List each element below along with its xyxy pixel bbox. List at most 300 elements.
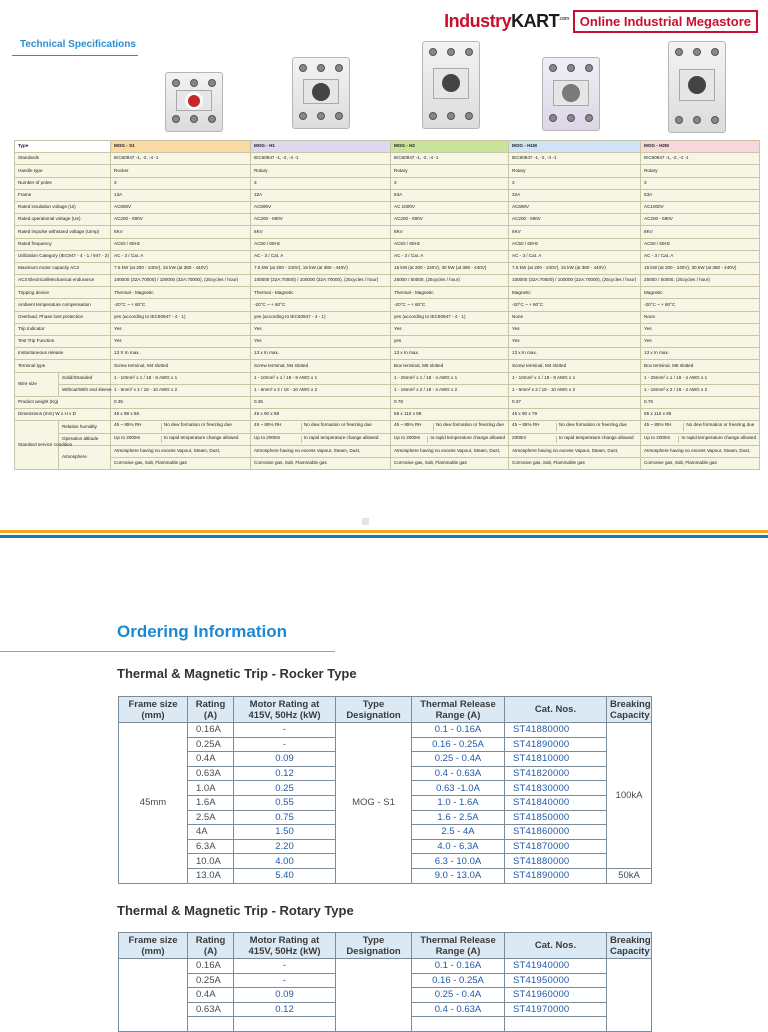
spec-value: 13 x In max. (251, 348, 391, 360)
spec-value: 0.78 (391, 396, 509, 408)
spec-row-wire (15, 372, 760, 384)
spec-row (15, 214, 760, 226)
technical-specifications-title: Technical Specifications (20, 39, 136, 50)
spec-value: Atmosphere having no excess Vapour, Steam, Dust, (509, 445, 641, 457)
spec-value: 7.5 kW (at 200 - 240V), 15 kW (at 380 - 440V) (509, 262, 641, 274)
spec-row (15, 201, 760, 213)
spec-value: Yes (251, 336, 391, 348)
spec-value: 13 x In max. (641, 348, 760, 360)
blue-divider (0, 535, 768, 538)
spec-value: AC200 - 690V (251, 214, 391, 226)
spec-label: Product weight (Kg) (15, 396, 111, 408)
spec-value: 3 (509, 177, 641, 189)
cat-no-cell: ST41820000 (505, 766, 607, 781)
spec-value: Corrosive gas, Salt, Flammable gas (641, 457, 760, 469)
spec-value: AC200 - 690V (509, 214, 641, 226)
spec-sublabel: Atmosphere (59, 445, 111, 469)
motor-rating-cell: - (234, 959, 336, 974)
spec-value: Yes (111, 323, 251, 335)
spec-value-split (111, 433, 251, 445)
spec-value: 32A (509, 189, 641, 201)
service-value-a: 45 ~ 85% RH (394, 423, 434, 430)
spec-value: Screw terminal, M4 slotted (111, 360, 251, 372)
spec-value: 100000 (32A:70000) / 100000 (32A:70000), (25cycles / hour) (509, 275, 641, 287)
page-marker (362, 518, 369, 525)
motor-rating-cell: - (234, 737, 336, 752)
spec-value: 1 - 6mm² x 2 / 18 - 10 AWG x 2 (251, 384, 391, 396)
spec-value: yes (according to IEC60947 - 4 - 1) (251, 311, 391, 323)
spec-label: Terminal type (15, 360, 111, 372)
col-breaking-capacity: Breaking Capacity (607, 933, 652, 959)
rating-cell: 0.25A (188, 973, 234, 988)
cat-no-cell: ST41950000 (505, 973, 607, 988)
spec-value: 55 x 110 x 96 (641, 409, 760, 421)
spec-value: 1 - 10mm² x 1 / 18 - 8 AWG x 1 (251, 372, 391, 384)
spec-value: Rotary (391, 165, 509, 177)
spec-value: Yes (509, 336, 641, 348)
cat-no-cell: ST41940000 (505, 959, 607, 974)
spec-value: Magnetic (641, 287, 760, 299)
spec-label-service: Standard service condition (15, 421, 59, 470)
motor-rating-cell: 0.09 (234, 752, 336, 767)
spec-header-mog-h2m: MOG - H2M (641, 141, 760, 153)
col-thermal-range: Thermal Release Range (A) (412, 697, 505, 723)
spec-value: 1 - 25mm² x 1 / 18 - 4 AWG x 1 (391, 372, 509, 384)
spec-row (15, 153, 760, 165)
spec-value: 13 x In max. (391, 348, 509, 360)
spec-value: Rotary (641, 165, 760, 177)
thermal-range-cell: 9.0 - 13.0A (412, 868, 505, 883)
spec-value: AC - 3 / Cat. A (641, 250, 760, 262)
spec-label: Frame (15, 189, 111, 201)
rating-cell: 0.63A (188, 766, 234, 781)
spec-value: 1 - 16mm² x 2 / 18 - 4 AWG x 2 (391, 384, 509, 396)
rating-cell: 0.16A (188, 723, 234, 738)
spec-row (15, 311, 760, 323)
spec-value: Screw terminal, M4 slotted (251, 360, 391, 372)
rating-cell: 4A (188, 825, 234, 840)
table-row (119, 959, 652, 974)
spec-value: AC50 / 60Hz (111, 238, 251, 250)
thermal-range-cell: 0.16 - 0.25A (412, 737, 505, 752)
spec-value-split (641, 421, 760, 433)
spec-row (15, 238, 760, 250)
spec-value: 100000 (32A:70000) / 100000 (32A:70000), (25cycles / hour) (111, 275, 251, 287)
spec-value: AC 1000V (391, 201, 509, 213)
cat-no-cell: ST41850000 (505, 810, 607, 825)
spec-row (15, 360, 760, 372)
spec-value: 3 (251, 177, 391, 189)
service-value-a: 45 ~ 85% RH (644, 423, 684, 430)
breaking-capacity-cell: 50kA (607, 868, 652, 883)
spec-value: 25000 / 50000, (25cycles / hour) (641, 275, 760, 287)
rating-cell: 6.3A (188, 839, 234, 854)
spec-header-type: Type (15, 141, 111, 153)
spec-row (15, 287, 760, 299)
spec-row (15, 299, 760, 311)
spec-value: IEC60947 -1, -2, -4 -1 (641, 153, 760, 165)
rating-cell: 0.63A (188, 1002, 234, 1017)
spec-sublabel: Operation altitude (59, 433, 111, 445)
spec-value: IEC60947 -1, -2, -4 -1 (111, 153, 251, 165)
spec-row (15, 323, 760, 335)
spec-value-split (641, 433, 760, 445)
spec-label: Ambient temperature compensation (15, 299, 111, 311)
rocker-header-row (119, 697, 652, 723)
spec-label: Dimensions (mm) W x H x D (15, 409, 111, 421)
col-motor-rating: Motor Rating at 415V, 50Hz (kW) (234, 697, 336, 723)
spec-label: Test Trip Function (15, 336, 111, 348)
spec-label: Tripping device (15, 287, 111, 299)
brand-banner[interactable] (444, 10, 758, 33)
col-type-designation: Type Designation (336, 697, 412, 723)
spec-value: 63A (641, 189, 760, 201)
spec-value: Box terminal, M6 slotted (391, 360, 509, 372)
ordering-title-rule (0, 651, 335, 652)
spec-value: Atmosphere having no excess Vapour, Steam, Dust, (111, 445, 251, 457)
spec-value-split (509, 433, 641, 445)
spec-value: AC200 - 690V (641, 214, 760, 226)
spec-value: 0.35 (251, 396, 391, 408)
type-designation-cell (336, 959, 412, 1032)
spec-value: Atmosphere having no excess Vapour, Steam, Dust, (391, 445, 509, 457)
spec-value: 6KV (111, 226, 251, 238)
spec-value: 7.5 kW (at 200 - 240V), 15 kW (at 380 - 440V) (251, 262, 391, 274)
spec-row (15, 348, 760, 360)
spec-row (15, 165, 760, 177)
thermal-range-cell: 0.1 - 0.16A (412, 723, 505, 738)
spec-value: AC200 - 690V (391, 214, 509, 226)
spec-value-split (251, 421, 391, 433)
spec-label: Rated operational voltage (Ue) (15, 214, 111, 226)
brand-logo (444, 11, 569, 32)
spec-value: 100000 (32A:70000) / 100000 (32A:70000), (25cycles / hour) (251, 275, 391, 287)
spec-value: 25000 / 50000, (25cycles / hour) (391, 275, 509, 287)
spec-value: yes (according to IEC60947 - 4 - 1) (111, 311, 251, 323)
spec-row (15, 250, 760, 262)
spec-value: 13A (111, 189, 251, 201)
spec-value: yes (according to IEC60947 - 4 - 1) (391, 311, 509, 323)
thermal-range-cell: 0.25 - 0.4A (412, 988, 505, 1003)
spec-value: 45 x 90 x 79 (509, 409, 641, 421)
spec-value: AC - 3 / Cat. A (251, 250, 391, 262)
spec-value: Rocker (111, 165, 251, 177)
spec-label: Handle type (15, 165, 111, 177)
motor-rating-cell: 0.09 (234, 988, 336, 1003)
spec-value: Yes (251, 323, 391, 335)
spec-value: Corrosive gas, Salt, Flammable gas (251, 457, 391, 469)
spec-value: AC690V (509, 201, 641, 213)
service-value-a: 45 ~ 85% RH (512, 423, 557, 430)
cat-no-cell: ST41970000 (505, 1002, 607, 1017)
spec-value: Magnetic (509, 287, 641, 299)
spec-row (15, 189, 760, 201)
spec-label: Utilization Category (IEC947 - 4 - 1 / 947 - 2) (15, 250, 111, 262)
cat-no-cell: ST41840000 (505, 795, 607, 810)
col-frame-size: Frame size (mm) (119, 697, 188, 723)
service-value-a: Up to 2000m (394, 436, 428, 443)
motor-rating-cell (234, 1017, 336, 1032)
spec-value: Corrosive gas, Salt, Flammable gas (509, 457, 641, 469)
spec-value: 1 - 6mm² x 2 / 18 - 10 AWG x 2 (111, 384, 251, 396)
rotary-type-table (118, 932, 652, 1032)
spec-value: 8KV (641, 226, 760, 238)
motor-rating-cell: 4.00 (234, 854, 336, 869)
service-value-b: to rapid temperature change allowed (681, 434, 757, 440)
orange-divider (0, 530, 768, 533)
spec-value: Thermal - Magnetic (391, 287, 509, 299)
spec-value: AC - 3 / Cat. A (391, 250, 509, 262)
spec-value: Atmosphere having no excess Vapour, Steam, Dust, (641, 445, 760, 457)
spec-value: 45 x 98 x 66 (111, 409, 251, 421)
product-image-mog-h2 (422, 41, 480, 129)
spec-value: AC - 3 / Cat. A (111, 250, 251, 262)
rating-cell: 2.5A (188, 810, 234, 825)
service-value-a: 2000m (512, 436, 557, 443)
spec-value: 1 - 10mm² x 1 / 18 - 8 AWG x 1 (111, 372, 251, 384)
service-value-b: No dew formation or freezing due (559, 422, 627, 428)
spec-value: -20°C ~ + 60°C (391, 299, 509, 311)
spec-value: 63A (391, 189, 509, 201)
spec-value: 55 x 110 x 98 (391, 409, 509, 421)
spec-row (15, 336, 760, 348)
product-image-mog-h1 (292, 57, 350, 129)
spec-value: 13 X In max. (111, 348, 251, 360)
thermal-range-cell: 0.4 - 0.63A (412, 766, 505, 781)
rating-cell: 1.0A (188, 781, 234, 796)
col-rating: Rating (A) (188, 697, 234, 723)
service-value-b: to rapid temperature change allowed (163, 434, 239, 440)
col-type-designation: Type Designation (336, 933, 412, 959)
spec-sublabel: Without/With end sleeve (59, 384, 111, 396)
product-image-mog-h2m (668, 41, 726, 133)
spec-header-row (15, 141, 760, 153)
logo-suffix: .com (559, 16, 569, 22)
spec-value: -20°C ~ + 60°C (509, 299, 641, 311)
col-cat-nos: Cat. Nos. (505, 697, 607, 723)
service-value-a: Up to 2000m (644, 436, 679, 443)
spec-value: Rotary (251, 165, 391, 177)
thermal-range-cell: 0.25 - 0.4A (412, 752, 505, 767)
thermal-range-cell: 1.6 - 2.5A (412, 810, 505, 825)
motor-rating-cell: 0.12 (234, 1002, 336, 1017)
thermal-range-cell: 2.5 - 4A (412, 825, 505, 840)
spec-value: None (509, 311, 641, 323)
spec-value: AC1000V (641, 201, 760, 213)
spec-value: -20°C ~ + 60°C (111, 299, 251, 311)
rating-cell: 0.16A (188, 959, 234, 974)
spec-row (15, 262, 760, 274)
spec-row (15, 275, 760, 287)
spec-label: Rated impulse withstand voltage (Uimp) (15, 226, 111, 238)
spec-value: 3 (111, 177, 251, 189)
spec-value: 15 kW (at 200 - 240V), 30 kW (at 380 - 440V) (391, 262, 509, 274)
product-image-mog-h1m (542, 57, 600, 131)
spec-value: Rotary (509, 165, 641, 177)
spec-value: 6KV (251, 226, 391, 238)
spec-value: AC50 / 60Hz (391, 238, 509, 250)
spec-value-split (251, 433, 391, 445)
spec-row-service (15, 421, 760, 433)
col-motor-rating: Motor Rating at 415V, 50Hz (kW) (234, 933, 336, 959)
service-value-a: Up to 2000m (254, 436, 302, 443)
spec-value: 3 (641, 177, 760, 189)
spec-row-atmosphere (15, 457, 760, 469)
spec-value: 6KV (509, 226, 641, 238)
spec-value: Yes (391, 323, 509, 335)
spec-label: Trip Indicator (15, 323, 111, 335)
service-value-b: to rapid temperature change allowed (430, 434, 506, 440)
cat-no-cell: ST41890000 (505, 868, 607, 883)
col-breaking-capacity: Breaking Capacity (607, 697, 652, 723)
spec-value: 0.76 (641, 396, 760, 408)
breaking-capacity-cell: 100kA (607, 723, 652, 869)
col-cat-nos: Cat. Nos. (505, 933, 607, 959)
motor-rating-cell: - (234, 973, 336, 988)
spec-label: Rated insulation voltage (Ui) (15, 201, 111, 213)
spec-value: AC200 - 690V (111, 214, 251, 226)
thermal-range-cell: 0.63 -1.0A (412, 781, 505, 796)
motor-rating-cell: 0.12 (234, 766, 336, 781)
cat-no-cell: ST41880000 (505, 723, 607, 738)
spec-value: AC50 / 60Hz (641, 238, 760, 250)
spec-value: 3 (391, 177, 509, 189)
frame-size-cell: 45mm (119, 723, 188, 884)
spec-value: -20°C ~ + 60°C (251, 299, 391, 311)
rating-cell: 10.0A (188, 854, 234, 869)
spec-label: AC3 Electrical/Mechanical endurance (15, 275, 111, 287)
motor-rating-cell: 0.75 (234, 810, 336, 825)
spec-value-split (509, 421, 641, 433)
frame-size-cell (119, 959, 188, 1032)
spec-value: 15 kW (at 200 - 240V), 30 kW (at 380 - 440V) (641, 262, 760, 274)
spec-value: Corrosive gas, Salt, Flammable gas (111, 457, 251, 469)
spec-value: 0.37 (509, 396, 641, 408)
rotary-header-row (119, 933, 652, 959)
service-value-b: to rapid temperature change allowed (303, 434, 379, 440)
spec-label: Rated frequency (15, 238, 111, 250)
spec-row-wire (15, 384, 760, 396)
thermal-range-cell: 4.0 - 6.3A (412, 839, 505, 854)
spec-value: 8KV (391, 226, 509, 238)
cat-no-cell: ST41960000 (505, 988, 607, 1003)
service-value-a: Up to 2000m (114, 436, 162, 443)
spec-header-mog-h2: MOG - H2 (391, 141, 509, 153)
motor-rating-cell: 0.55 (234, 795, 336, 810)
spec-sublabel: Solid/Stranded (59, 372, 111, 384)
service-value-b: No dew formation or freezing due (686, 422, 755, 428)
service-value-b: No dew formation or freezing due (163, 422, 232, 428)
spec-value: Corrosive gas, Salt, Flammable gas (391, 457, 509, 469)
spec-value: Yes (111, 336, 251, 348)
spec-value: Thermal - Magnetic (251, 287, 391, 299)
spec-row (15, 226, 760, 238)
breaking-capacity-cell (607, 959, 652, 1032)
spec-value: AC50 / 60Hz (251, 238, 391, 250)
spec-value: AC - 3 / Cat. A (509, 250, 641, 262)
spec-value: 1 - 6mm² x 2 / 18 - 10 AWG x 2 (509, 384, 641, 396)
spec-value-split (391, 433, 509, 445)
rating-cell: 0.25A (188, 737, 234, 752)
spec-value: AC690V (251, 201, 391, 213)
spec-value: IEC60947 -1, -2, -4 -1 (509, 153, 641, 165)
spec-row-atmosphere (15, 445, 760, 457)
thermal-range-cell: 0.4 - 0.63A (412, 1002, 505, 1017)
rocker-type-title: Thermal & Magnetic Trip - Rocker Type (117, 666, 357, 681)
col-rating: Rating (A) (188, 933, 234, 959)
cat-no-cell: ST41890000 (505, 737, 607, 752)
spec-label: Maximum motor capacity AC3 (15, 262, 111, 274)
motor-rating-cell: 1.50 (234, 825, 336, 840)
spec-value: 1 - 10mm² x 1 / 18 - 8 AWG x 1 (509, 372, 641, 384)
cat-no-cell: ST41810000 (505, 752, 607, 767)
spec-value: None (641, 311, 760, 323)
spec-label: Instantaneous release (15, 348, 111, 360)
spec-value: -20°C ~ + 60°C (641, 299, 760, 311)
spec-value: AC690V (111, 201, 251, 213)
thermal-range-cell: 0.1 - 0.16A (412, 959, 505, 974)
motor-rating-cell: 2.20 (234, 839, 336, 854)
rating-cell: 0.4A (188, 988, 234, 1003)
col-frame-size: Frame size (mm) (119, 933, 188, 959)
spec-value: 1 - 16mm² x 2 / 18 - 4 AWG x 2 (641, 384, 760, 396)
motor-rating-cell: 5.40 (234, 868, 336, 883)
type-designation-cell: MOG - S1 (336, 723, 412, 884)
title-underline (12, 55, 138, 56)
rating-cell (188, 1017, 234, 1032)
logo-part-1: Industry (444, 11, 512, 31)
rotary-type-title: Thermal & Magnetic Trip - Rotary Type (117, 903, 354, 918)
spec-value: AC50 / 60Hz (509, 238, 641, 250)
spec-label: Standards (15, 153, 111, 165)
spec-header-mog-h1: MOG - H1 (251, 141, 391, 153)
spec-value-split (391, 421, 509, 433)
spec-value: 13 x In max. (509, 348, 641, 360)
spec-value: yes (391, 336, 509, 348)
spec-value: 7.5 kW (at 200 - 240V), 15 kW (at 380 - 440V) (111, 262, 251, 274)
spec-value: 32A (251, 189, 391, 201)
service-value-b: No dew formation or freezing due (303, 422, 372, 428)
motor-rating-cell: - (234, 723, 336, 738)
ordering-information-title: Ordering Information (117, 622, 287, 641)
logo-part-2: KART (511, 11, 560, 31)
spec-sublabel: Relative humidity (59, 421, 111, 433)
cat-no-cell: ST41870000 (505, 839, 607, 854)
motor-rating-cell: 0.25 (234, 781, 336, 796)
spec-value: 1 - 25mm² x 1 / 18 - 4 AWG x 1 (641, 372, 760, 384)
thermal-range-cell (412, 1017, 505, 1032)
service-value-b: No dew formation or freezing due (435, 422, 504, 428)
spec-value: Box terminal, M6 slotted (641, 360, 760, 372)
cat-no-cell (505, 1017, 607, 1032)
technical-specifications-table (14, 140, 760, 470)
spec-header-mog-h1m: MOG - H1M (509, 141, 641, 153)
cat-no-cell: ST41860000 (505, 825, 607, 840)
spec-value: Atmosphere having no excess Vapour, Steam, Dust, (251, 445, 391, 457)
rating-cell: 13.0A (188, 868, 234, 883)
col-thermal-range: Thermal Release Range (A) (412, 933, 505, 959)
spec-value: IEC60947 -1, -2, -4 -1 (251, 153, 391, 165)
thermal-range-cell: 1.0 - 1.6A (412, 795, 505, 810)
spec-value: Thermal - Magnetic (111, 287, 251, 299)
brand-tagline: Online Industrial Megastore (573, 10, 758, 33)
service-value-a: 45 ~ 85% RH (254, 423, 302, 430)
spec-value: 0.35 (111, 396, 251, 408)
rating-cell: 1.6A (188, 795, 234, 810)
thermal-range-cell: 6.3 - 10.0A (412, 854, 505, 869)
table-row (119, 723, 652, 738)
spec-value: 45 x 90 x 98 (251, 409, 391, 421)
